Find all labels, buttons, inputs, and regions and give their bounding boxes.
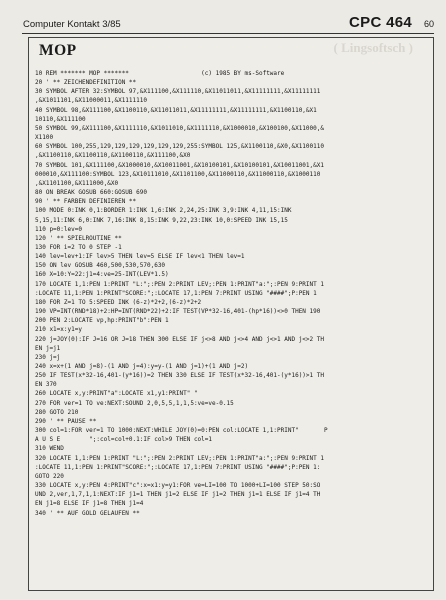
listing-line: 40 SYMBOL 98,&X111100,&X1100110,&X11011011,&X11111111,&X11111111,&X1100110,&X1 <box>35 106 317 114</box>
listing-line: 320 LOCATE 1,1:PEN 1:PRINT "L:";:PEN 2:PRINT LEV;:PEN 1:PRINT"a:";:PEN 9:PRINT 1 <box>35 454 324 462</box>
listing-line: GOTO 220 <box>35 472 64 480</box>
listing-line: EN j1=8 ELSE IF j1=8 THEN j1=4 <box>35 500 144 508</box>
listing-line: 110 p=0:lev=0 <box>35 225 82 233</box>
basic-listing <box>35 69 429 518</box>
listing-line: 100 MODE 0:INK 0,1:BORDER 1:INK 1,6:INK 2,24,25:INK 3,9:INK 4,11,15:INK <box>35 207 292 215</box>
listing-line: 150 ON lev GOSUB 460,500,530,570,630 <box>35 262 166 270</box>
listing-line: 10 REM ******* MOP ******* (c) 1985 BY ms-Software <box>35 70 285 77</box>
listing-line: 230 j=j <box>35 353 61 361</box>
listing-line: 240 x=x+(1 AND j=8)-(1 AND j=4):y=y-(1 AND j=1)+(1 AND j=2) <box>35 363 249 370</box>
listing-line: ,&X1100110,&X1100110,&X1100110,&X111100,&X0 <box>35 152 191 160</box>
listing-line: 170 LOCATE 1,1:PEN 1:PRINT "L:";:PEN 2:PRINT LEV;:PEN 1:PRINT"a:";:PEN 9:PRINT 1 <box>35 280 324 288</box>
listing-line: 200 PEN 2:LOCATE vp,hp:PRINT"b":PEN 1 <box>35 317 169 325</box>
listing-line: 300 col=1:FOR ver=1 TO 1000:NEXT:WHILE JOY(0)=0:PEN col:LOCATE 1,1:PRINT" P <box>35 427 328 435</box>
listing-line: EN j=j1 <box>35 344 61 352</box>
listing-line: 220 j=JOY(0):IF J=16 OR J=18 THEN 300 ELSE IF j<>8 AND j<>4 AND j<>1 AND j<>2 TH <box>35 335 324 343</box>
listing-line: 30 SYMBOL AFTER 32:SYMBOL 97,&X111100,&X111110,&X11011011,&X11111111,&X11111111 <box>35 88 321 96</box>
listing-line: 180 FOR Z=1 TO 5:SPEED INK (6-z)*2+2,(6-z)*2+2 <box>35 298 202 306</box>
article-title: MOP <box>39 42 77 59</box>
listing-line: 160 X=10:Y=22:j1=4:ve=25-INT(LEV*1.5) <box>35 271 169 279</box>
listing-line: 60 SYMBOL 100,255,129,129,129,129,129,129,255:SYMBOL 125,&X1100110,&X0,&X1100110 <box>35 143 324 151</box>
listing-line: 80 ON BREAK GOSUB 660:GOSUB 690 <box>35 189 147 197</box>
header-rule <box>22 33 434 34</box>
listing-line: 20 ' ** ZEICHENDEFINITION ** <box>35 79 137 87</box>
listing-line: 70 SYMBOL 101,&X111100,&X1000010,&X10011001,&X10100101,&X10100101,&X10011001,&X1 <box>35 161 324 169</box>
computer-model-header: CPC 464 <box>349 14 412 31</box>
listing-line: 340 ' ** AUF GOLD GELAUFEN ** <box>35 509 140 517</box>
listing-line: 280 GOTO 210 <box>35 408 79 416</box>
listing-line: 50 SYMBOL 99,&X111100,&X1111110,&X1011010,&X1111110,&X1000010,&X100100,&X11000,& <box>35 124 324 132</box>
listing-line: EN 370 <box>35 381 57 389</box>
listing-line: 130 FOR i=2 TO 0 STEP -1 <box>35 243 122 251</box>
listing-line: A U S E ";:col=col+0.1:IF col>9 THEN col=1 <box>35 436 213 444</box>
listing-line: 000010,&X111100:SYMBOL 123,&X10111010,&X1101100,&X11000110,&X11000110,&X1000110 <box>35 170 321 178</box>
listing-line: 140 lev=lev+1:IF lev>5 THEN lev=5 ELSE IF lev<1 THEN lev=1 <box>35 253 245 261</box>
magazine-header: Computer Kontakt 3/85 <box>23 19 121 30</box>
listing-line: UND 2,ver,1,7,1,1:NEXT:IF j1=1 THEN j1=2 ELSE IF j1=2 THEN j1=1 ELSE IF j1=4 TH <box>35 491 321 499</box>
listing-line: 120 ' ** SPIELROUTINE ** <box>35 234 122 242</box>
page-number: 60 <box>423 19 434 29</box>
listing-line: 310 WEND <box>35 445 64 453</box>
listing-line: 10110,&X111100 <box>35 115 86 123</box>
listing-line: 190 VP=INT(RND*18)+2:HP=INT(RND*22)+2:IF TEST(VP*32-16,401-(hp*16))<>0 THEN 190 <box>35 308 321 316</box>
listing-line: X1100 <box>35 134 54 142</box>
listing-line: :LOCATE 11,1:PEN 1:PRINT"SCORE:";:LOCATE 17,1:PEN 7:PRINT USING "####";P:PEN 1 <box>35 289 317 297</box>
listing-line: ,&X1011101,&X11000011,&X1111110 <box>35 97 147 105</box>
listing-line: :LOCATE 11,1:PEN 1:PRINT"SCORE:";:LOCATE 17,1:PEN 7:PRINT USING "####";P:PEN 1: <box>35 463 321 471</box>
listing-line: 250 IF TEST(x*32-16,401-(y*16))=2 THEN 330 ELSE IF TEST(x*32-16,401-(y*16))>1 TH <box>35 372 324 380</box>
listing-line: 260 LOCATE x,y:PRINT"a":LOCATE x1,y1:PRINT" " <box>35 390 198 398</box>
listing-line: 290 ' ** PAUSE ** <box>35 417 97 425</box>
listing-line: ,&X1101100,&X111000,&X0 <box>35 179 119 187</box>
show-through-text: ( Lingsoftsch ) <box>333 40 413 55</box>
listing-line: 330 LOCATE x,y:PEN 4:PRINT"c":x=x1:y=y1:FOR ve=LI=100 TO 1000+LI=100 STEP 50:SO <box>35 482 321 490</box>
listing-line: 90 ' ** FARBEN DEFINIEREN ** <box>35 198 137 206</box>
listing-frame <box>28 37 434 591</box>
listing-line: 210 x1=x:y1=y <box>35 326 82 334</box>
listing-line: 270 FOR ver=1 TO ve:NEXT:SOUND 2,0,5,5,1,1,5:ve=ve-0.15 <box>35 399 234 407</box>
listing-line: 5,15,11:INK 6,0:INK 7,16:INK 8,15:INK 9,22,23:INK 10,0:SPEED INK 15,15 <box>35 216 288 224</box>
